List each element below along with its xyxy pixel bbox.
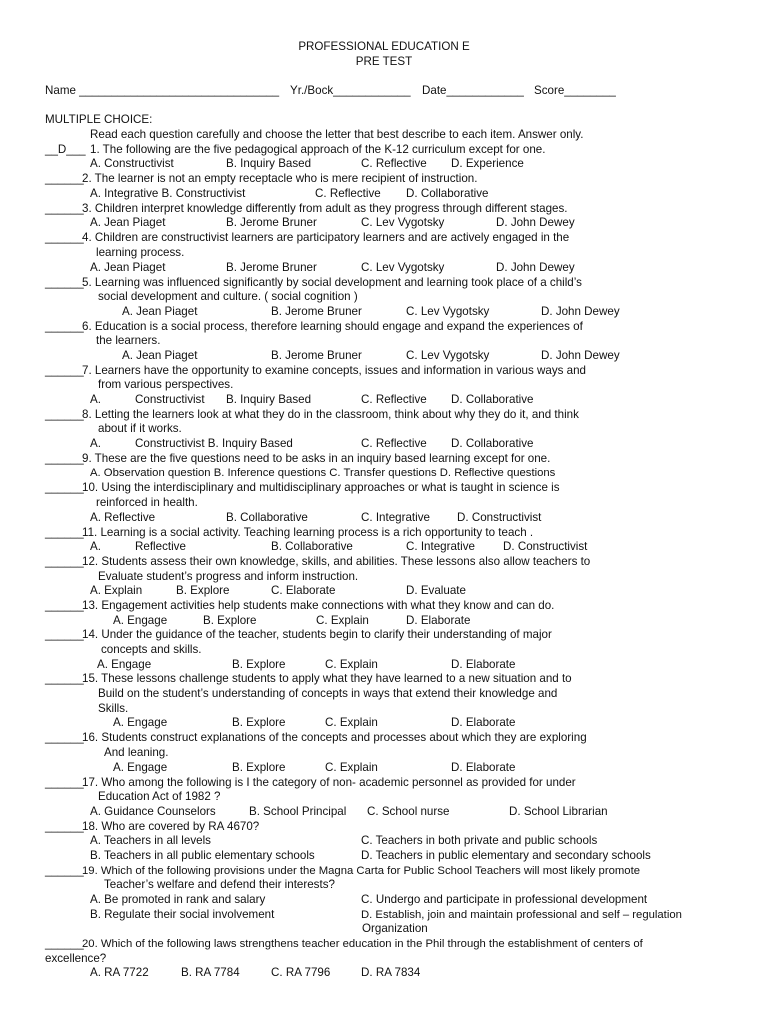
option-d: D. Collaborative [451, 393, 534, 406]
option-a-letter: A. [90, 393, 101, 406]
option-d: D. School Librarian [509, 805, 608, 818]
answer-blank: ______ [45, 452, 84, 465]
score-field: Score________ [534, 84, 616, 97]
question-text: 5. Learning was influenced significantly by social development and learning took place of a child’s [82, 276, 582, 289]
option-a: A. Be promoted in rank and salary [90, 893, 266, 906]
option-a: A. Reflective [90, 511, 156, 524]
option-d: D. Collaborative [406, 187, 489, 200]
question-text: 3. Children interpret knowledge differently from adult as they progress through different stages. [82, 202, 568, 215]
option-a: A. Engage [113, 716, 168, 729]
option-a: Constructivist [135, 393, 205, 406]
option-b: B. Jerome Bruner [226, 261, 317, 274]
question-text: 2. The learner is not an empty receptacle who is mere recipient of instruction. [82, 172, 478, 185]
answer-blank: ______ [45, 276, 84, 289]
option-a: A. Integrative B. Constructivist [90, 187, 246, 200]
option-a: A. Explain [90, 584, 143, 597]
answer-blank: ______ [45, 202, 84, 215]
answer-blank: ______ [45, 231, 84, 244]
question-text-cont: about if it works. [98, 422, 182, 435]
option-b: B. Explore [232, 716, 286, 729]
question-text: 19. Which of the following provisions under the Magna Carta for Public School Teachers will most likely promote [82, 865, 640, 877]
option-c: C. Lev Vygotsky [406, 349, 490, 362]
question-text-cont: the learners. [96, 334, 161, 347]
option-b: B. Jerome Bruner [271, 305, 362, 318]
answer-blank: ______ [45, 776, 84, 789]
question-text: 6. Education is a social process, therefore learning should engage and expand the experiences of [82, 320, 583, 333]
question-text-cont: Build on the student’s understanding of concepts in ways that extend their knowledge and [98, 687, 558, 700]
question-text-cont: reinforced in health. [96, 496, 198, 509]
option-b: B. Collaborative [226, 511, 308, 524]
option-b: B. Inquiry Based [226, 157, 312, 170]
answer-blank: ______ [45, 481, 84, 494]
option-b: B. Regulate their social involvement [90, 908, 275, 921]
page-subtitle: PRE TEST [355, 55, 413, 68]
question-text: 14. Under the guidance of the teacher, students begin to clarify their understanding of major [82, 628, 552, 641]
answer-blank: ______ [45, 864, 84, 877]
question-text: 20. Which of the following laws strengthens teacher education in the Phil through the establishment of centers of [82, 938, 643, 950]
question-text-cont: Evaluate student’s progress and inform instruction. [98, 570, 359, 583]
option-c: C. Elaborate [271, 584, 336, 597]
option-a: A. Engage [113, 761, 168, 774]
option-a-letter: A. [90, 437, 101, 450]
option-b: B. Explore [232, 658, 286, 671]
option-a: A. Teachers in all levels [90, 834, 211, 847]
option-c: C. Reflective [361, 393, 427, 406]
question-text: 11. Learning is a social activity. Teaching learning process is a rich opportunity to teach . [82, 526, 534, 539]
option-b: B. Explore [232, 761, 286, 774]
option-c: C. Explain [325, 716, 378, 729]
option-b: B. School Principal [249, 805, 347, 818]
option-a: A. RA 7722 [90, 966, 149, 979]
answer-blank: ______ [45, 672, 84, 685]
option-c: C. Lev Vygotsky [361, 216, 445, 229]
option-c: C. Explain [316, 614, 369, 627]
page-title: PROFESSIONAL EDUCATION E [298, 40, 470, 53]
answer-blank: ______ [45, 599, 84, 612]
answer-blank: ______ [45, 172, 84, 185]
option-c: C. Explain [325, 761, 378, 774]
option-d: D. Experience [451, 157, 524, 170]
option-c: C. RA 7796 [271, 966, 331, 979]
option-d: D. Elaborate [451, 761, 516, 774]
option-a: A. Engage [113, 614, 168, 627]
question-text: 7. Learners have the opportunity to examine concepts, issues and information in various ways and [82, 364, 586, 377]
answer-blank: ______ [45, 628, 84, 641]
option-b: B. Teachers in all public elementary schools [90, 849, 315, 862]
section-heading: MULTIPLE CHOICE: [45, 113, 153, 126]
option-c: C. Teachers in both private and public schools [361, 834, 598, 847]
option-d: D. John Dewey [541, 305, 620, 318]
option-d: D. Elaborate [451, 716, 516, 729]
option-c: C. Lev Vygotsky [406, 305, 490, 318]
option-a: A. Constructivist [90, 157, 174, 170]
option-a: A. Jean Piaget [90, 216, 166, 229]
answer-blank: ______ [45, 555, 84, 568]
answer-blank: ______ [45, 408, 84, 421]
option-c: C. Reflective [315, 187, 381, 200]
question-text-cont: learning process. [96, 246, 185, 259]
option-a: A. Jean Piaget [90, 261, 166, 274]
answer-blank: ______ [45, 364, 84, 377]
option-c: C. Explain [325, 658, 378, 671]
question-text: 1. The following are the five pedagogical approach of the K-12 curriculum except for one. [90, 143, 546, 156]
option-d: D. John Dewey [541, 349, 620, 362]
option-b: B. Explore [203, 614, 257, 627]
option-b: B. Inquiry Based [226, 393, 312, 406]
option-a: A. Engage [97, 658, 152, 671]
option-d: D. Evaluate [406, 584, 466, 597]
question-text: 18. Who are covered by RA 4670? [82, 820, 260, 833]
question-text-cont: from various perspectives. [98, 378, 234, 391]
option-a: A. Guidance Counselors [90, 805, 216, 818]
date-field: Date____________ [422, 84, 524, 97]
option-d: D. RA 7834 [361, 966, 421, 979]
option-c: C. Reflective [361, 437, 427, 450]
option-b: B. Jerome Bruner [271, 349, 362, 362]
option-c: C. Lev Vygotsky [361, 261, 445, 274]
option-b: B. Collaborative [271, 540, 353, 553]
question-text: 9. These are the five questions need to be asks in an inquiry based learning except for one. [82, 452, 551, 465]
instructions: Read each question carefully and choose the letter that best describe to each item. Answer only. [90, 128, 584, 141]
answer-blank: ______ [45, 820, 84, 833]
question-text-cont: social development and culture. ( social cognition ) [98, 290, 358, 303]
option-c: C. Integrative [361, 511, 430, 524]
question-text: 8. Letting the learners look at what they do in the classroom, think about why they do it, and think [82, 408, 579, 421]
option-d: D. Constructivist [457, 511, 542, 524]
question-text-cont: And leaning. [104, 746, 169, 759]
question-text: 17. Who among the following is I the category of non- academic personnel as provided for under [82, 776, 576, 789]
answer-blank: __D___ [45, 143, 86, 156]
name-field: Name _______________________________ [45, 84, 280, 97]
option-a: A. Jean Piaget [122, 349, 198, 362]
option-a-letter: A. [90, 540, 101, 553]
question-text: 13. Engagement activities help students make connections with what they know and can do. [82, 599, 555, 612]
option-d-cont: Organization [362, 922, 428, 935]
yr-block-field: Yr./Bock____________ [290, 84, 411, 97]
question-text: 16. Students construct explanations of the concepts and processes about which they are exploring [82, 731, 587, 744]
option-b: B. Explore [176, 584, 230, 597]
option-d: D. Constructivist [503, 540, 588, 553]
option-d: D. Establish, join and maintain professional and self – regulation [361, 909, 682, 921]
option-a: Constructivist B. Inquiry Based [135, 437, 293, 450]
option-d: D. Elaborate [451, 658, 516, 671]
option-d: D. Elaborate [406, 614, 471, 627]
question-text: 15. These lessons challenge students to apply what they have learned to a new situation and to [82, 672, 572, 685]
question-text-cont: concepts and skills. [101, 643, 202, 656]
option-d: D. Teachers in public elementary and secondary schools [361, 849, 651, 862]
answer-blank: ______ [45, 731, 84, 744]
option-b: B. RA 7784 [181, 966, 240, 979]
option-c: C. Reflective [361, 157, 427, 170]
option-b: B. Jerome Bruner [226, 216, 317, 229]
option-c: C. Integrative [406, 540, 475, 553]
option-d: D. John Dewey [496, 261, 575, 274]
option-a: A. Jean Piaget [122, 305, 198, 318]
answer-blank: ______ [45, 320, 84, 333]
question-text-cont: Skills. [98, 702, 129, 715]
question-text-cont: excellence? [45, 952, 107, 965]
question-text: 10. Using the interdisciplinary and multidisciplinary approaches or what is taught in science is [82, 481, 560, 494]
option-d: D. John Dewey [496, 216, 575, 229]
question-text: 4. Children are constructivist learners are participatory learners and are actively engaged in the [82, 231, 570, 244]
question-text-cont: Teacher’s welfare and defend their interests? [104, 878, 335, 891]
answer-blank: ______ [45, 937, 84, 950]
question-text-cont: Education Act of 1982 ? [98, 790, 221, 803]
option-a: Reflective [135, 540, 186, 553]
question-text: 12. Students assess their own knowledge, skills, and abilities. These lessons also allow teachers to [82, 555, 591, 568]
option-d: D. Collaborative [451, 437, 534, 450]
options-line: A. Observation question B. Inference questions C. Transfer questions D. Reflective questions [90, 467, 556, 479]
option-c: C. Undergo and participate in professional development [361, 893, 648, 906]
answer-blank: ______ [45, 526, 84, 539]
option-c: C. School nurse [367, 805, 450, 818]
